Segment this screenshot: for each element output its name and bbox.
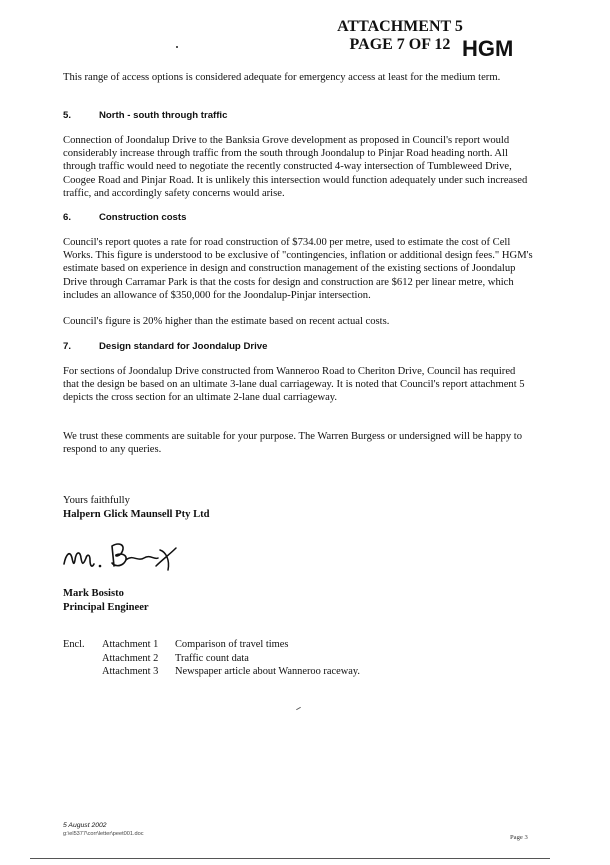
closing-paragraph: We trust these comments are suitable for your purpose. The Warren Burgess or undersigned will be happy to respond to any queries. (63, 431, 523, 456)
salutation: Yours faithfully (63, 495, 130, 506)
scan-speck (176, 46, 178, 48)
section-6-title: Construction costs (99, 212, 187, 223)
signature (60, 536, 190, 581)
enclosures-label: Encl. (63, 639, 85, 650)
section-7-heading (63, 341, 267, 352)
section-5-heading (63, 110, 227, 121)
signatory-title: Principal Engineer (63, 602, 149, 613)
enclosure-ref: Attachment 2 (102, 652, 159, 664)
attachment-label: ATTACHMENT 5 (337, 18, 463, 35)
page-mark: Page 3 (510, 834, 528, 841)
section-5-paragraph: Connection of Joondalup Drive to the Banksia Grove development as proposed in Council's report would considerably increase through traffic from the south through Joondalup to Pinjar Road heading north. All through traffic would need to negotiate the recently constructed 4-way intersection of Tumbleweed Drive, Coogee Road and Pinjar Road. It is unlikely this intersection would function adequately under such increased traffic, and accordingly safety concerns would arise. (63, 135, 528, 199)
scan-speck (296, 707, 301, 710)
signatory-name: Mark Bosisto (63, 588, 124, 599)
enclosure-row (63, 665, 360, 679)
section-7-paragraph: For sections of Joondalup Drive constructed from Wanneroo Road to Cheriton Drive, Council has required that the design be based on an ultimate 3-lane dual carriageway. It is noted that Council's report attachment 5 depicts the cross section for an ultimate 2-lane dual carriageway. (63, 366, 525, 404)
enclosure-desc: Comparison of travel times (175, 639, 289, 650)
enclosure-row (63, 652, 360, 666)
section-5-number: 5. (63, 110, 72, 121)
bottom-divider (30, 858, 550, 859)
section-6-paragraph-2: Council's figure is 20% higher than the estimate based on recent actual costs. (63, 316, 390, 327)
section-6-heading (63, 212, 186, 223)
enclosure-ref: Attachment 3 (102, 666, 159, 677)
enclosure-desc: Newspaper article about Wanneroo raceway. (175, 666, 360, 677)
footer-date: 5 August 2002 (63, 822, 107, 829)
enclosure-ref: Attachment 1 (102, 639, 159, 650)
footer-file-path: g:\el5377\corr\letter\peet001.doc (63, 831, 144, 837)
intro-paragraph: This range of access options is considered adequate for emergency access at least for the medium term. (63, 72, 501, 83)
page-number-label: PAGE 7 OF 12 (349, 36, 451, 53)
section-6-paragraph-1: Council's report quotes a rate for road construction of $734.00 per metre, used to estimate the cost of Cell Works. This figure is understood to be exclusive of "contingencies, inflation or additional design fees." HGM's estimate based on experience in design and construction management of the existing sections of Joondalup Drive through Carramar Park is that the costs for design and construction are $612 per linear metre, which includes an allowance of $350,000 for the Joondalup-Pinjar intersection. (63, 237, 533, 301)
section-7-number: 7. (63, 341, 72, 352)
enclosure-row (63, 638, 360, 652)
section-5-title: North - south through traffic (99, 110, 228, 121)
hgm-logo: HGM (462, 36, 514, 61)
enclosure-desc: Traffic count data (175, 652, 249, 664)
enclosures-list (63, 638, 360, 679)
section-7-title: Design standard for Joondalup Drive (99, 341, 268, 352)
section-6-number: 6. (63, 212, 72, 223)
signature-graphic (60, 536, 190, 576)
company-name: Halpern Glick Maunsell Pty Ltd (63, 509, 210, 520)
